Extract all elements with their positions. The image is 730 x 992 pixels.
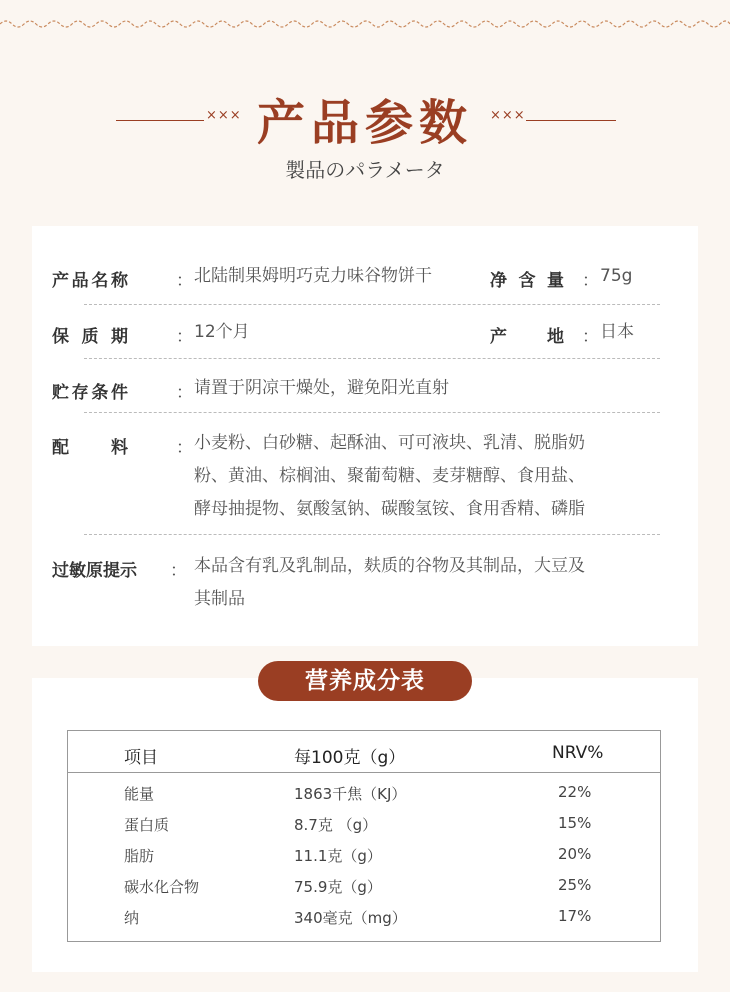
section-header <box>0 84 730 154</box>
param-value-line: 小麦粉、白砂糖、起酥油、可可液块、乳清、脱脂奶 <box>194 433 585 453</box>
cell-nrv: 20% <box>558 845 592 863</box>
table-row <box>68 907 660 938</box>
cell-amount: 8.7克 （g） <box>294 816 378 834</box>
param-colon: ： <box>176 271 193 291</box>
cell-item: 蛋白质 <box>124 816 170 834</box>
param-colon: ： <box>176 383 193 403</box>
param-row-name <box>52 266 660 299</box>
param-label: 净含量 <box>490 271 564 291</box>
param-value: 75g <box>600 266 633 286</box>
cell-nrv: 15% <box>558 814 592 832</box>
param-value-line: 本品含有乳及乳制品，麸质的谷物及其制品，大豆及 <box>194 556 585 576</box>
row-divider <box>84 304 660 305</box>
table-header <box>68 731 660 773</box>
header-item: 项目 <box>124 748 158 768</box>
nutrition-badge: 营养成分表 <box>258 661 472 701</box>
table-row <box>68 845 660 876</box>
page-title: 产品参数 <box>256 95 473 151</box>
param-colon: ： <box>170 561 187 581</box>
param-value: 请置于阴凉干燥处，避免阳光直射 <box>194 378 449 398</box>
cell-item: 碳水化合物 <box>124 878 200 896</box>
header-nrv: NRV% <box>552 743 604 763</box>
param-colon: ： <box>582 327 599 347</box>
cell-amount: 75.9克（g） <box>294 878 382 896</box>
row-divider <box>84 412 660 413</box>
param-label: 产地 <box>490 327 564 347</box>
param-value-line: 酵母抽提物、氨酸氢钠、碳酸氢铵、食用香精、磷脂 <box>194 499 585 519</box>
param-value: 北陆制果姆明巧克力味谷物饼干 <box>194 266 432 286</box>
param-row-ingredients <box>52 433 660 533</box>
cell-item: 能量 <box>124 785 155 803</box>
cell-nrv: 25% <box>558 876 592 894</box>
param-row-allergen <box>52 556 660 622</box>
cell-nrv: 22% <box>558 783 592 801</box>
cell-item: 脂肪 <box>124 847 155 865</box>
table-row <box>68 814 660 845</box>
param-colon: ： <box>176 438 193 458</box>
cell-item: 纳 <box>124 909 140 927</box>
param-value-line: 粉、黄油、棕榈油、聚葡萄糖、麦芽糖醇、食用盐、 <box>194 466 585 486</box>
right-divider-line <box>526 120 616 121</box>
param-label: 产品名称 <box>52 271 128 291</box>
row-divider <box>84 534 660 535</box>
param-value: 日本 <box>600 322 634 342</box>
cell-amount: 11.1克（g） <box>294 847 382 865</box>
cell-nrv: 17% <box>558 907 592 925</box>
param-colon: ： <box>176 327 193 347</box>
param-value-line: 其制品 <box>194 589 245 609</box>
right-cross-decoration: ××× <box>490 108 526 123</box>
table-row <box>68 783 660 814</box>
param-row-shelf <box>52 322 660 355</box>
param-label: 保质期 <box>52 327 128 347</box>
cell-amount: 1863千焦（KJ） <box>294 785 407 803</box>
wavy-border-decoration <box>0 16 730 32</box>
page-subtitle: 製品のパラメータ <box>285 158 445 182</box>
param-label: 贮存条件 <box>52 383 128 403</box>
left-cross-decoration: ××× <box>206 108 242 123</box>
param-label: 配料 <box>52 438 128 458</box>
param-colon: ： <box>582 271 599 291</box>
row-divider <box>84 358 660 359</box>
table-row <box>68 876 660 907</box>
param-row-storage <box>52 378 660 411</box>
param-label: 过敏原提示 <box>52 561 137 581</box>
cell-amount: 340毫克（mg） <box>294 909 407 927</box>
nutrition-table <box>67 730 661 942</box>
header-per100g: 每100克（g） <box>294 748 406 768</box>
param-value: 12个月 <box>194 322 250 342</box>
